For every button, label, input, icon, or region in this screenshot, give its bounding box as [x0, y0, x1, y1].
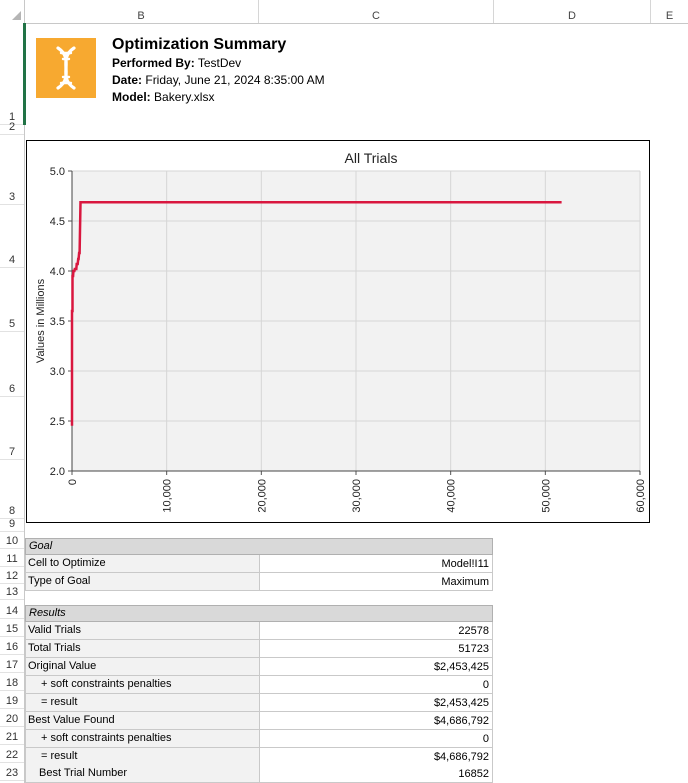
result-value: 22578 — [458, 625, 489, 637]
row-header-6[interactable] — [0, 332, 24, 397]
performed-by-value: TestDev — [197, 56, 242, 70]
result-label: Best Trial Number — [26, 765, 260, 782]
results-section-header: Results — [25, 605, 493, 622]
row-header-14[interactable] — [0, 600, 24, 619]
row-number: 14 — [5, 605, 19, 617]
row-number: 20 — [5, 713, 19, 725]
table-row[interactable] — [25, 555, 493, 573]
row-header-17[interactable] — [0, 655, 24, 673]
column-header-b[interactable]: B — [24, 0, 259, 23]
row-number: 2 — [8, 121, 16, 133]
y-tick-label: 4.5 — [49, 216, 65, 228]
row-number: 21 — [5, 731, 19, 743]
y-axis-title: Values in Millions — [35, 278, 47, 364]
selected-cell-border — [23, 23, 26, 125]
row-number: 10 — [5, 535, 19, 547]
column-header-e[interactable]: E — [665, 10, 674, 22]
model-line — [112, 90, 214, 104]
column-header-d[interactable]: D — [494, 0, 651, 23]
x-tick-label: 60,000 — [635, 479, 647, 513]
x-tick-label: 50,000 — [540, 479, 553, 513]
row-header-13[interactable] — [0, 584, 24, 600]
result-value: $4,686,792 — [433, 751, 489, 763]
select-all-triangle-icon — [12, 11, 21, 20]
report-title: Optimization Summary — [112, 36, 287, 53]
all-trials-chart[interactable] — [26, 140, 650, 523]
row-number: 18 — [5, 677, 19, 689]
row-header-4[interactable] — [0, 205, 24, 268]
row-number: 3 — [8, 191, 16, 203]
table-row[interactable] — [25, 712, 493, 730]
y-tick-label: 4.0 — [49, 266, 65, 278]
result-label: + soft constraints penalties — [26, 730, 260, 747]
chart-title: All Trials — [344, 150, 398, 166]
chart-svg — [27, 141, 649, 522]
result-value: 0 — [482, 679, 489, 691]
table-row[interactable] — [25, 765, 493, 783]
row-number: 12 — [5, 570, 19, 582]
row-header-10[interactable] — [0, 532, 24, 549]
row-header-2[interactable] — [0, 121, 24, 135]
model-value: Bakery.xlsx — [154, 90, 215, 104]
row-number: 23 — [5, 767, 19, 779]
result-label: Total Trials — [26, 640, 260, 657]
table-row[interactable] — [25, 622, 493, 640]
x-tick-label: 30,000 — [351, 479, 363, 513]
date-line — [112, 73, 325, 87]
performed-by-line — [112, 56, 241, 70]
row-number: 9 — [8, 518, 16, 530]
row-header-8[interactable] — [0, 460, 24, 519]
result-value: $4,686,792 — [433, 715, 489, 727]
goal-value: Maximum — [441, 576, 489, 588]
result-label: Original Value — [26, 658, 260, 675]
row-header-18[interactable] — [0, 673, 24, 691]
performed-by-label: Performed By: — [112, 56, 195, 70]
goal-label: Type of Goal — [26, 573, 260, 590]
result-value: 51723 — [458, 643, 489, 655]
row-number: 1 — [8, 111, 16, 123]
row-header-9[interactable] — [0, 519, 24, 532]
goal-label: Cell to Optimize — [26, 555, 260, 572]
row-header-23[interactable] — [0, 763, 24, 781]
table-row[interactable] — [25, 573, 493, 591]
row-number: 6 — [8, 383, 16, 395]
table-row[interactable] — [25, 730, 493, 748]
row-number: 15 — [5, 623, 19, 635]
result-value: $2,453,425 — [433, 697, 489, 709]
row-header-1[interactable] — [0, 23, 24, 125]
row-header-12[interactable] — [0, 567, 24, 584]
goal-section-header: Goal — [25, 538, 493, 555]
row-header-5[interactable] — [0, 268, 24, 332]
column-header-bar — [0, 0, 688, 24]
row-number: 17 — [5, 659, 19, 671]
row-number: 22 — [5, 749, 19, 761]
row-header-22[interactable] — [0, 745, 24, 763]
row-header-16[interactable] — [0, 637, 24, 655]
x-tick-label: 20,000 — [256, 479, 269, 513]
row-header-19[interactable] — [0, 691, 24, 709]
row-number: 19 — [5, 695, 19, 707]
result-label: = result — [26, 748, 260, 765]
y-tick-label: 3.5 — [49, 316, 65, 328]
row-header-21[interactable] — [0, 727, 24, 745]
result-value: 0 — [482, 733, 489, 745]
table-row[interactable] — [25, 748, 493, 766]
model-label: Model: — [112, 90, 151, 104]
row-number: 13 — [5, 586, 19, 598]
result-label: = result — [26, 694, 260, 711]
goal-value: Model!I11 — [441, 558, 489, 570]
date-value: Friday, June 21, 2024 8:35:00 AM — [145, 73, 325, 87]
y-tick-label: 2.5 — [49, 416, 65, 428]
row-number: 11 — [6, 553, 18, 565]
x-tick-label: 40,000 — [445, 479, 458, 513]
row-header-3[interactable] — [0, 135, 24, 205]
row-number: 16 — [5, 641, 19, 653]
result-value: 16852 — [458, 768, 489, 780]
row-number: 4 — [8, 254, 16, 266]
y-tick-label: 3.0 — [49, 366, 65, 378]
row-header-bar — [0, 23, 25, 783]
row-number: 7 — [8, 446, 16, 458]
x-tick-label: 0 — [67, 479, 79, 486]
y-tick-label: 5.0 — [49, 166, 65, 178]
table-row[interactable] — [25, 694, 493, 712]
row-header-7[interactable] — [0, 397, 24, 460]
result-label: + soft constraints penalties — [26, 676, 260, 693]
column-header-c[interactable]: C — [259, 0, 494, 23]
date-label: Date: — [112, 73, 143, 87]
row-header-11[interactable] — [0, 549, 24, 567]
table-row[interactable] — [25, 676, 493, 694]
x-tick-label: 10,000 — [161, 479, 174, 513]
dna-icon — [36, 38, 96, 98]
row-number: 8 — [8, 505, 16, 517]
row-header-15[interactable] — [0, 619, 24, 637]
row-header-20[interactable] — [0, 709, 24, 727]
select-all-corner[interactable] — [0, 0, 25, 23]
result-value: $2,453,425 — [433, 661, 489, 673]
table-row[interactable] — [25, 640, 493, 658]
y-tick-label: 2.0 — [49, 466, 65, 478]
result-label: Best Value Found — [26, 712, 260, 729]
table-row[interactable] — [25, 658, 493, 676]
result-label: Valid Trials — [26, 622, 260, 639]
row-number: 5 — [8, 318, 16, 330]
